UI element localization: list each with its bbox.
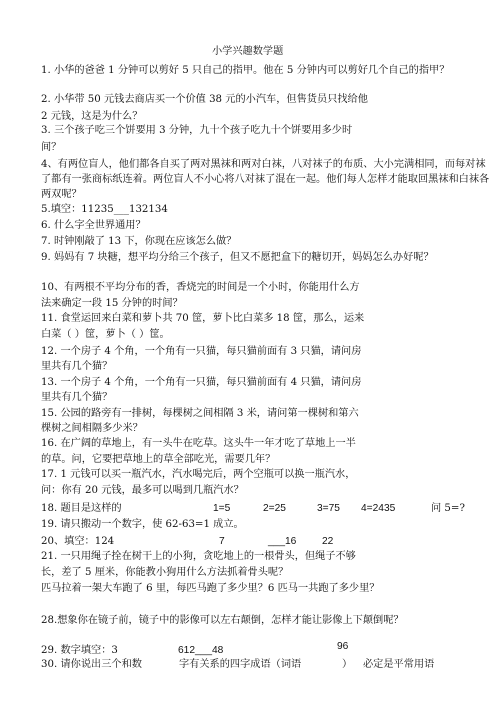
question-30-item: 字有关系的四字成语（词语 xyxy=(179,659,302,670)
question-4-line-2: 了都有一张商标纸连着。两位盲人不小心将八对袜了混在一起。他们每人怎样才能取回黑袜和白袜各 xyxy=(41,174,490,185)
question-11-line-1: 11. 食堂运回来白菜和萝卜共 70 筐，萝卜比白菜多 18 筐，那么，运来 xyxy=(41,313,365,324)
question-16-line-2: 的草。问，它要把草地上的草全部吃光，需要几年？ xyxy=(41,454,276,465)
question-16-line-1: 16. 在广阔的草地上，有一头牛在吃草。这头牛一年才吃了草地上一半 xyxy=(41,438,356,449)
question-horses: 匹马拉着一架大车跑了 6 里，每匹马跑了多少里？6 匹马一共跑了多少里？ xyxy=(41,583,380,594)
question-20-item: ___16 xyxy=(268,536,297,547)
question-9: 9. 妈妈有 7 块糖，想平均分给三个孩子，但又不愿把盒下的糖切开，妈妈怎么办好呢？ xyxy=(41,252,434,263)
question-28: 28.想象你在镜子前，镜子中的影像可以左右颠倒，怎样才能让影像上下颠倒呢？ xyxy=(41,615,404,626)
question-5: 5.填空：11235___132134 xyxy=(41,204,168,215)
question-13-line-2: 里共有几个猫？ xyxy=(41,392,113,403)
question-2-line-1: 2. 小华带 50 元钱去商店买一个价值 38 元的小汽车，但售货员只找给他 xyxy=(41,94,368,105)
question-19: 19. 请只搬动一个数字，使 62-63=1 成立。 xyxy=(41,519,244,530)
question-20-item: 7 xyxy=(219,536,225,547)
question-10-line-2: 法来确定一段 15 分钟的时间？ xyxy=(41,298,183,309)
question-15-line-2: 棵树之间相隔多少米？ xyxy=(41,423,143,434)
question-18-item: 3=75 xyxy=(317,503,340,514)
question-30-item: 必定是平常用语 xyxy=(363,659,435,670)
question-10-line-1: 10、有两根不平均分布的香，香烧完的时间是一个小时，你能用什么方 xyxy=(41,282,360,293)
question-3-line-1: 3. 三个孩子吃三个饼要用 3 分钟，九十个孩子吃九十个饼要用多少时 xyxy=(41,125,353,136)
question-4-line-3: 两双呢？ xyxy=(41,189,82,200)
question-17-line-2: 问：你有 20 元钱，最多可以喝到几瓶汽水？ xyxy=(41,485,244,496)
question-30-label: 30. 请你说出三个和数 xyxy=(41,659,142,670)
question-11-line-2: 白菜（ ）筐，萝卜（ ）筐。 xyxy=(41,329,170,340)
question-7: 7. 时钟刚敲了 13 下，你现在应该怎么做？ xyxy=(41,236,237,247)
question-18-item: 1=5 xyxy=(213,503,231,514)
question-4-line-1: 4、有两位盲人，他们都各自买了两对黑袜和两对白袜，八对袜子的布质、大小完满相同，而每对袜 xyxy=(41,159,486,170)
question-18-label: 18. 题目是这样的 xyxy=(41,503,122,514)
question-29-item: 612___48 xyxy=(178,645,224,656)
question-20-item: 22 xyxy=(322,536,334,547)
question-15-line-1: 15. 公园的路旁有一排树，每棵树之间相隔 3 米，请问第一棵树和第六 xyxy=(41,408,359,419)
question-12-line-2: 里共有几个猫？ xyxy=(41,361,113,372)
question-18-item: 2=25 xyxy=(263,503,286,514)
question-17-line-1: 17. 1 元钱可以买一瓶汽水，汽水喝完后，两个空瓶可以换一瓶汽水， xyxy=(41,469,356,480)
question-18-ask: 问 5=? xyxy=(431,503,465,514)
page-title: 小学兴趣数学题 xyxy=(212,46,284,57)
question-12-line-1: 12. 一个房子 4 个角，一个角有一只猫，每只猫前面有 3 只猫，请问房 xyxy=(41,346,362,357)
question-6: 6. 什么字全世界通用？ xyxy=(41,220,146,231)
question-29-label: 29. 数字填空：3 xyxy=(41,645,118,656)
question-21-line-1: 21. 一只用绳子拴在树干上的小狗，贪吃地上的一根骨头，但绳子不够 xyxy=(41,551,356,562)
question-30-item: ） xyxy=(342,659,353,670)
question-20-label: 20、填空：124 xyxy=(41,536,115,547)
question-1: 1. 小华的爸爸 1 分钟可以剪好 5 只自己的指甲。他在 5 分钟内可以剪好几个自己的指甲？ xyxy=(41,65,450,76)
question-13-line-1: 13. 一个房子 4 个角，一个角有一只猫，每只猫前面有 4 只猫，请问房 xyxy=(41,377,362,388)
question-21-line-2: 长，差了 5 厘米，你能教小狗用什么方法抓着骨头呢？ xyxy=(41,567,289,578)
question-2-line-2: 2 元钱，这是为什么？ xyxy=(41,111,143,122)
question-18-item: 4=2435 xyxy=(361,503,396,514)
question-3-line-2: 间？ xyxy=(41,142,62,153)
question-29-item: 96 xyxy=(337,641,349,652)
